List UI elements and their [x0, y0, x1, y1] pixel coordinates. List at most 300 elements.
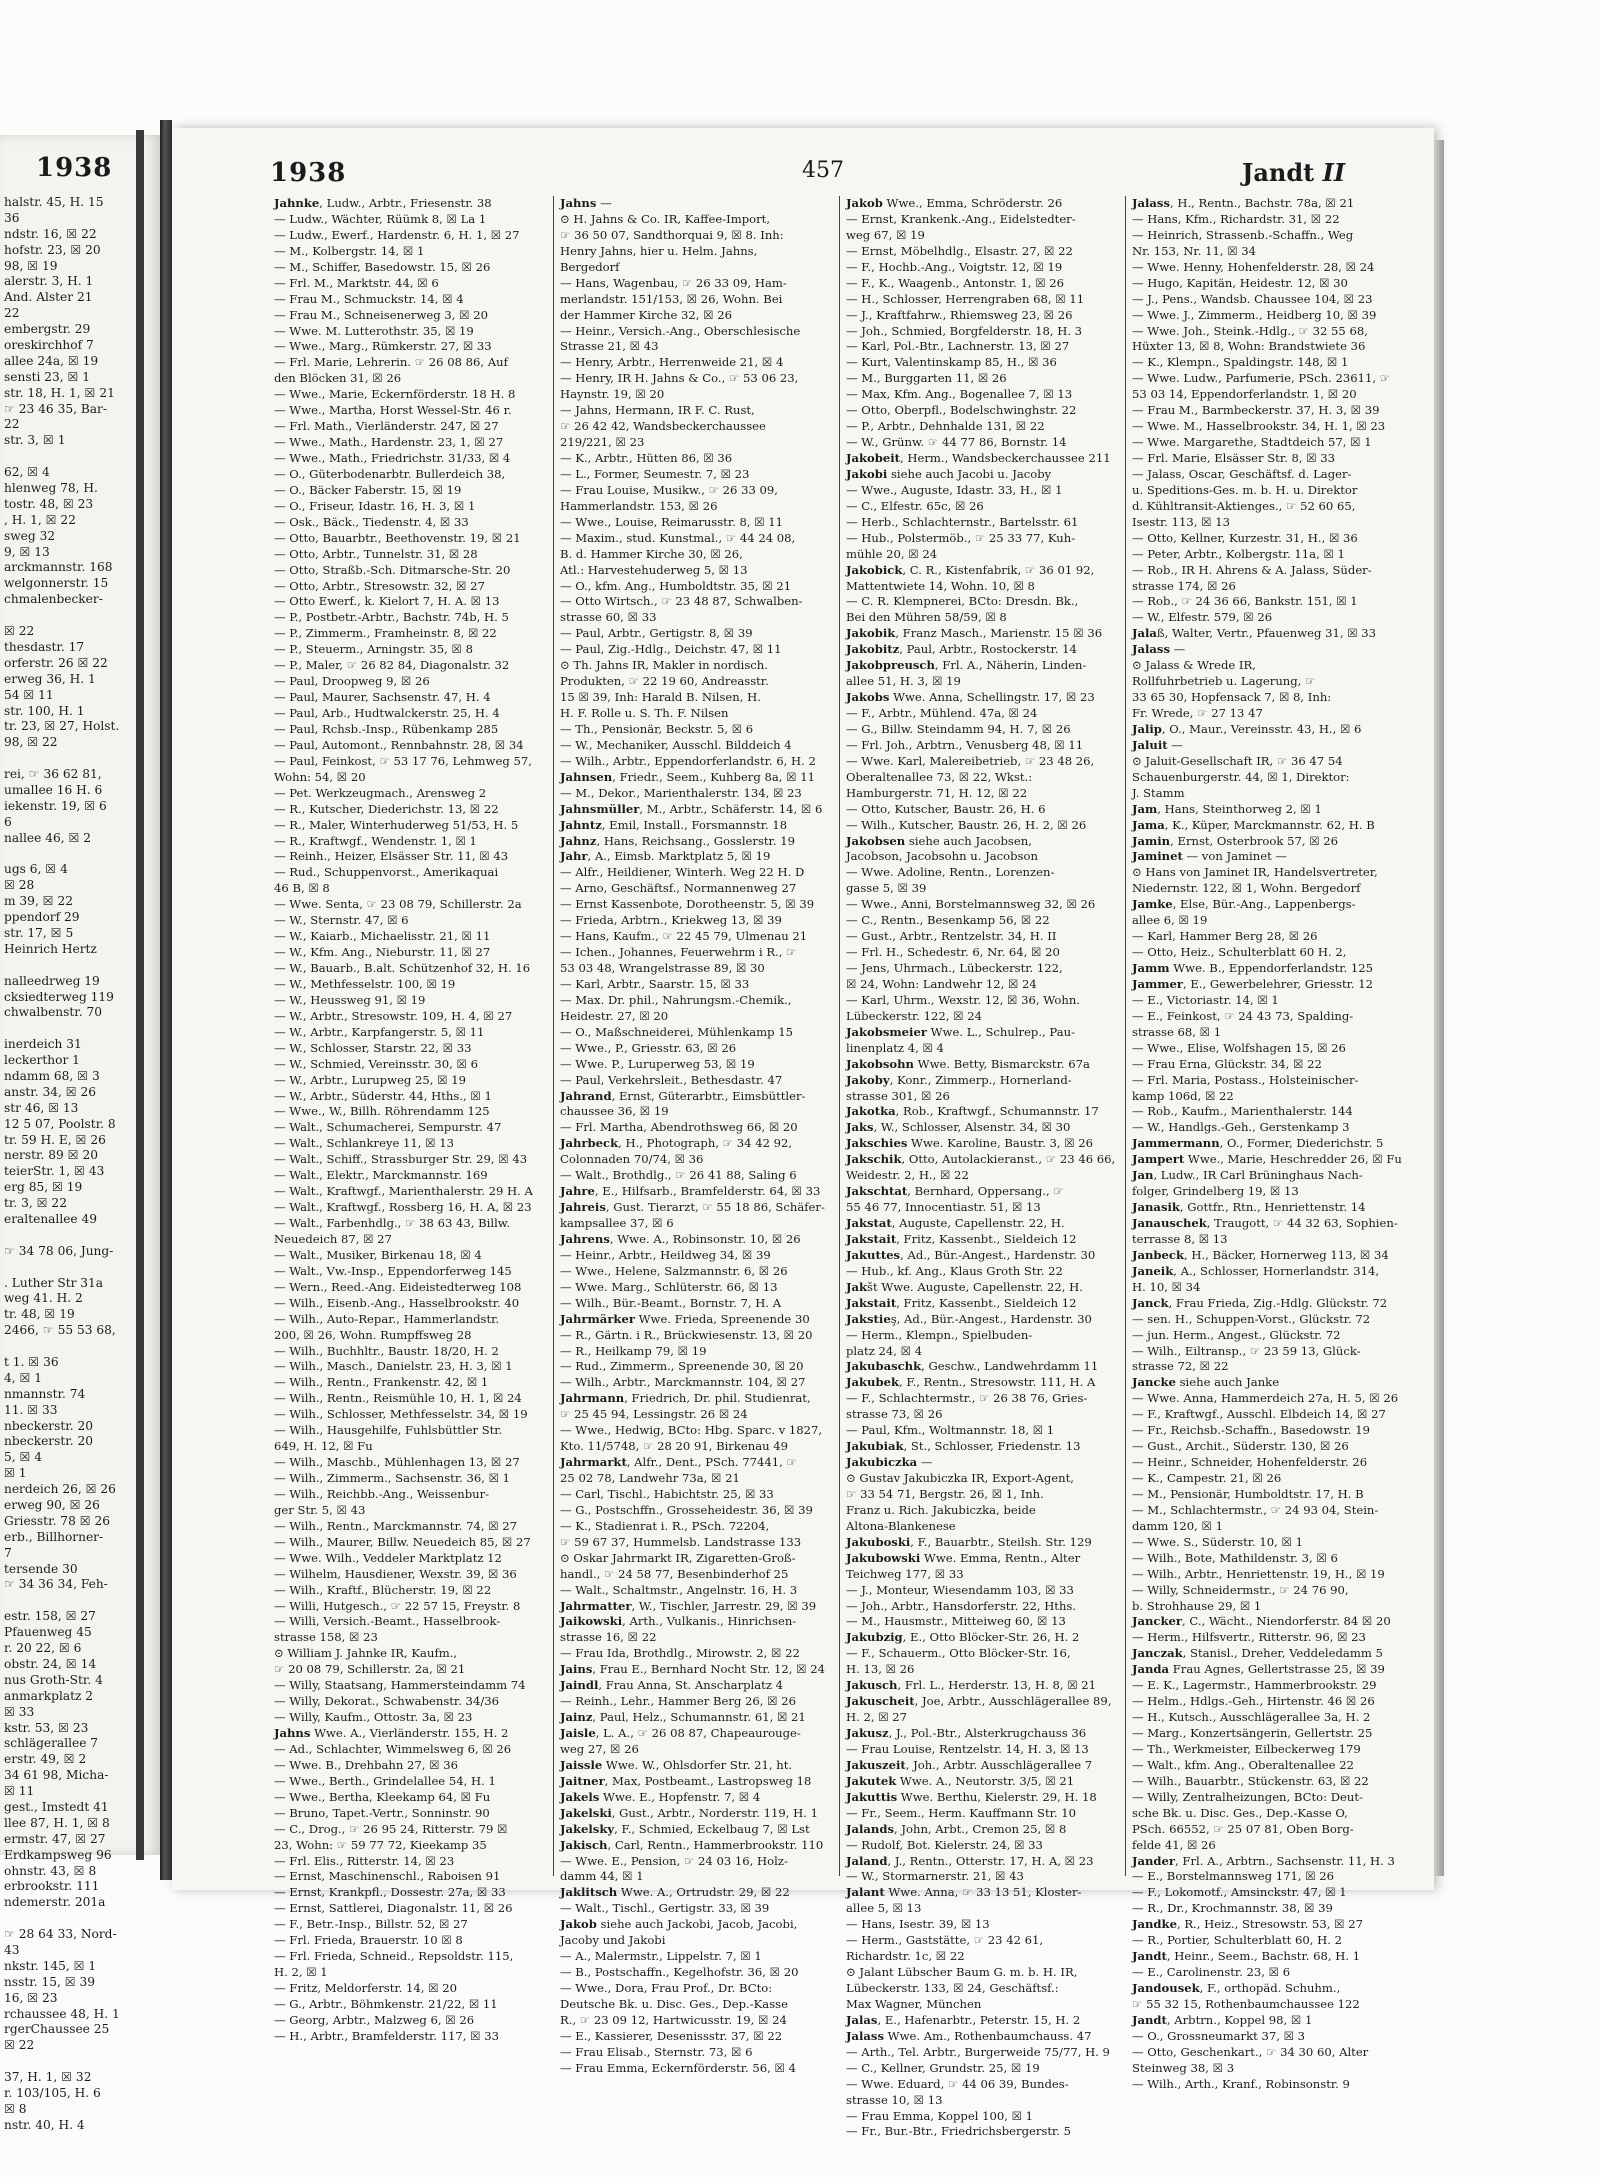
directory-entry-line: — Helm., Hdlgs.-Geh., Hirtenstr. 46 ☒ 26 — [1132, 1694, 1375, 1709]
directory-entry-line: — Arno, Geschäftsf., Normannenweg 27 — [560, 881, 797, 896]
directory-entry-line: Haynstr. 19, ☒ 20 — [560, 387, 665, 402]
column-rule — [1125, 196, 1126, 1876]
directory-entry-line: R., ☞ 23 09 12, Hartwicusstr. 19, ☒ 24 — [560, 2012, 787, 2027]
directory-entry-line: Jalant Wwe. Anna, ☞ 33 13 51, Kloster- — [846, 1885, 1082, 1900]
left-fragment-line: nmannstr. 74 — [4, 1386, 86, 1401]
directory-entry-line: Neuedeich 87, ☒ 27 — [274, 1231, 392, 1246]
directory-entry-line: — W., Stormarnerstr. 21, ☒ 43 — [846, 1869, 1024, 1884]
directory-entry-line: damm 44, ☒ 1 — [560, 1869, 644, 1884]
directory-entry-line: — G., Arbtr., Böhmkenstr. 21/22, ☒ 11 — [274, 1996, 498, 2011]
left-fragment-line: 62, ☒ 4 — [4, 465, 50, 480]
directory-entry-line: Lübeckerstr. 133, ☒ 24, Geschäftsf.: — [846, 1981, 1059, 1995]
directory-entry-line: Jander, Frl. A., Arbtrn., Sachsenstr. 11, H. 3 — [1132, 1853, 1395, 1868]
directory-entry-line: Jakuttes, Ad., Bür.-Angest., Hardenstr. 30 — [846, 1247, 1096, 1262]
directory-entry-line: — R., Kutscher, Diederichstr. 13, ☒ 22 — [274, 801, 499, 816]
directory-entry-line: — Wwe. B., Drehbahn 27, ☒ 36 — [274, 1757, 458, 1772]
left-fragment-line: str 46, ☒ 13 — [4, 1100, 79, 1115]
left-fragment-line: inerdeich 31 — [4, 1037, 82, 1052]
directory-entry-line: Janauschek, Traugott, ☞ 44 32 63, Sophien- — [1132, 1216, 1398, 1230]
directory-entry-line: — Wilh., Auto-Repar., Hammerlandstr. — [274, 1311, 500, 1326]
left-fragment-line: 34 61 98, Micha- — [4, 1768, 109, 1783]
running-head-name: Jandt — [1242, 158, 1315, 187]
directory-entry-line: ger Str. 5, ☒ 43 — [274, 1502, 366, 1517]
directory-entry-line: — L., Former, Seumestr. 7, ☒ 23 — [560, 466, 750, 481]
directory-entry-line: Jampert Wwe., Marie, Heschredder 26, ☒ Fu — [1132, 1152, 1402, 1167]
directory-entry-line: ☞ 59 67 37, Hummelsb. Landstrasse 133 — [560, 1534, 802, 1549]
left-fragment-line: erweg 90, ☒ 26 — [4, 1498, 100, 1513]
directory-entry-line: — Paul, Rchsb.-Insp., Rübenkamp 285 — [274, 721, 499, 736]
left-fragment-line: 37, H. 1, ☒ 32 — [4, 2070, 92, 2085]
directory-entry-line: Jaitner, Max, Postbeamt., Lastropsweg 18 — [560, 1773, 812, 1788]
directory-entry-line: — Gust., Archit., Süderstr. 130, ☒ 26 — [1132, 1439, 1349, 1454]
directory-entry-line: — Wilh., Bür.-Beamt., Bornstr. 7, H. A — [560, 1295, 782, 1310]
directory-entry-line: — E. K., Lagermstr., Hammerbrookstr. 29 — [1132, 1678, 1377, 1693]
directory-entry-line: — Wwe. P., Luruperweg 53, ☒ 19 — [560, 1056, 755, 1071]
directory-entry-line: Fr. Wrede, ☞ 27 13 47 — [1132, 706, 1263, 720]
directory-entry-line: strasse 158, ☒ 23 — [274, 1630, 378, 1645]
directory-entry-line: ☞ 25 45 94, Lessingstr. 26 ☒ 24 — [560, 1407, 748, 1422]
directory-entry-line: — Wilh., Masch., Danielstr. 23, H. 3, ☒ 1 — [274, 1359, 513, 1374]
directory-entry-line: — Wwe. J., Zimmerm., Heidberg 10, ☒ 39 — [1132, 307, 1377, 322]
directory-entry-line: — Wwe. Henny, Hohenfelderstr. 28, ☒ 24 — [1132, 259, 1375, 274]
directory-entry-line: — Wilh., Rentn., Marckmannstr. 74, ☒ 27 — [274, 1518, 518, 1533]
directory-entry-line: damm 120, ☒ 1 — [1132, 1518, 1223, 1533]
directory-entry-line: Jandousek, F., orthopäd. Schuhm., — [1132, 1981, 1341, 1995]
directory-entry-line: Colonnaden 70/74, ☒ 36 — [560, 1152, 704, 1167]
directory-entry-line: — W., Elfestr. 579, ☒ 26 — [1132, 610, 1273, 625]
directory-entry-line: terrasse 8, ☒ 13 — [1132, 1231, 1228, 1246]
left-fragment-line: ndemerstr. 201a — [4, 1895, 106, 1910]
directory-entry-line: ⊙ Jalant Lübscher Baum G. m. b. H. IR, — [846, 1965, 1078, 1980]
directory-entry-line: — Reinh., Heizer, Elsässer Str. 11, ☒ 43 — [274, 849, 509, 864]
directory-entry-line: — Otto, Geschenkart., ☞ 34 30 60, Alter — [1132, 2044, 1369, 2059]
directory-entry-line: — O., Friseur, Idastr. 16, H. 3, ☒ 1 — [274, 498, 476, 513]
left-fragment-line: 2466, ☞ 55 53 68, — [4, 1323, 116, 1338]
directory-entry-line: — Frau Elisab., Sternstr. 73, ☒ 6 — [560, 2044, 753, 2059]
directory-entry-line: — W., Arbtr., Süderstr. 44, Hths., ☒ 1 — [274, 1088, 492, 1103]
directory-entry-line: — Karl, Hammer Berg 28, ☒ 26 — [1132, 929, 1318, 944]
directory-entry-line: — O., Maßschneiderei, Mühlenkamp 15 — [560, 1024, 794, 1039]
directory-entry-line: strasse 301, ☒ 26 — [846, 1088, 950, 1103]
directory-entry-line: Jandt, Heinr., Seem., Bachstr. 68, H. 1 — [1132, 1949, 1361, 1964]
directory-entry-line: Jamin, Ernst, Osterbrook 57, ☒ 26 — [1132, 833, 1339, 848]
directory-entry-line: Jakelsky, F., Schmied, Eckelbaug 7, ☒ Lst — [560, 1821, 810, 1836]
left-fragment-line: chmalenbecker- — [4, 592, 103, 607]
left-fragment-line: nbeckerstr. 20 — [4, 1418, 94, 1433]
directory-entry-line: — Walt., Kraftwgf., Rossberg 16, H. A, ☒ 23 — [274, 1200, 532, 1215]
directory-entry-line: — Frau Louise, Rentzelstr. 14, H. 3, ☒ 13 — [846, 1741, 1089, 1756]
directory-entry-line: — Herb., Schlachternstr., Bartelsstr. 61 — [846, 514, 1079, 529]
directory-entry-line: — Wilh., Hausgehilfe, Fuhlsbüttler Str. — [274, 1423, 503, 1438]
directory-entry-line: — Ernst Kassenbote, Dorotheenstr. 5, ☒ 39 — [560, 897, 815, 912]
directory-entry-line: kampsallee 37, ☒ 6 — [560, 1216, 674, 1230]
directory-entry-line: Rollfuhrbetrieb u. Lagerung, ☞ — [1132, 674, 1316, 689]
directory-entry-line: Jakstait, Fritz, Kassenbt., Sieldeich 12 — [846, 1295, 1077, 1310]
directory-entry-line: — Heinr., Versich.-Ang., Oberschlesische — [560, 323, 801, 338]
left-fragment-line: nstr. 40, H. 4 — [4, 2117, 85, 2132]
directory-entry-line: — Otto Wirtsch., ☞ 23 48 87, Schwalben- — [560, 594, 803, 609]
left-fragment-line: 16, ☒ 23 — [4, 1990, 58, 2005]
directory-entry-line: — R., Heilkamp 79, ☒ 19 — [560, 1343, 707, 1358]
directory-entry-line: Jakobpreusch, Frl. A., Näherin, Linden- — [846, 658, 1087, 673]
left-fragment-line: anstr. 34, ☒ 26 — [4, 1084, 97, 1099]
directory-entry-line: — Kurt, Valentinskamp 85, H., ☒ 36 — [846, 355, 1057, 370]
directory-entry-line: — Frl. Maria, Postass., Holsteinischer- — [1132, 1072, 1359, 1087]
left-fragment-line: erg 85, ☒ 19 — [4, 1180, 83, 1195]
directory-entry-line: — Wwe. M. Lutterothstr. 35, ☒ 19 — [274, 323, 474, 338]
left-fragment-line: teierStr. 1, ☒ 43 — [4, 1164, 105, 1179]
directory-entry-line: — M., Burggarten 11, ☒ 26 — [846, 371, 1007, 386]
directory-entry-line: ☞ 33 54 71, Bergstr. 26, ☒ 1, Inh. — [846, 1486, 1044, 1501]
directory-entry-line: — A., Malermstr., Lippelstr. 7, ☒ 1 — [560, 1949, 762, 1964]
left-fragment-line: erb., Billhorner- — [4, 1529, 104, 1544]
left-fragment-line: ☒ 22 — [4, 624, 35, 639]
directory-entry-line: strasse 16, ☒ 22 — [560, 1630, 657, 1645]
directory-entry-line: weg 67, ☒ 19 — [846, 227, 925, 242]
directory-entry-line: Jahnsmüller, M., Arbtr., Schäferstr. 14, ☒ 6 — [560, 801, 823, 816]
left-fragment-line: ☒ 28 — [4, 878, 35, 893]
directory-entry-line: — Otto, Straßb.-Sch. Ditmarsche-Str. 20 — [274, 562, 511, 577]
directory-entry-line: — Paul, Droopweg 9, ☒ 26 — [274, 674, 430, 689]
directory-entry-line: — Ernst, Maschinenschl., Raboisen 91 — [274, 1869, 501, 1884]
directory-entry-line: — Otto, Bauarbtr., Beethovenstr. 19, ☒ 21 — [274, 530, 521, 545]
left-fragment-line: nus Groth-Str. 4 — [4, 1672, 103, 1687]
directory-entry-line: — Wwe., Math., Friedrichstr. 31/33, ☒ 4 — [274, 451, 511, 465]
directory-entry-line: — Otto Ewerf., k. Kielort 7, H. A. ☒ 13 — [274, 594, 500, 609]
directory-entry-line: Jalass, H., Rentn., Bachstr. 78a, ☒ 21 — [1132, 196, 1355, 210]
directory-entry-line: Hüxter 13, ☒ 8, Wohn: Brandstwiete 36 — [1132, 339, 1366, 354]
directory-entry-line: — Hans, Kaufm., ☞ 22 45 79, Ulmenau 21 — [560, 929, 808, 944]
directory-entry-line: Jakotka, Rob., Kraftwgf., Schumannstr. 17 — [846, 1104, 1099, 1119]
directory-entry-line: — W., Kaiarb., Michaelisstr. 21, ☒ 11 — [274, 929, 491, 944]
left-fragment-line: nsstr. 15, ☒ 39 — [4, 1974, 96, 1989]
directory-entry-line: strasse 73, ☒ 26 — [846, 1407, 943, 1422]
directory-entry-line: — Rob., ☞ 24 36 66, Bankstr. 151, ☒ 1 — [1132, 594, 1358, 609]
directory-entry-line: 55 46 77, Innocentiastr. 51, ☒ 13 — [846, 1200, 1041, 1215]
directory-entry-line: — C., Elfestr. 65c, ☒ 26 — [846, 498, 984, 513]
directory-entry-line: ☞ 20 08 79, Schillerstr. 2a, ☒ 21 — [274, 1662, 466, 1677]
directory-entry-line: Franz u. Rich. Jakubiczka, beide — [846, 1502, 1036, 1517]
directory-entry-line: 200, ☒ 26, Wohn. Rumpffsweg 28 — [274, 1327, 472, 1342]
directory-entry-line: — K., Arbtr., Hütten 86, ☒ 36 — [560, 451, 733, 465]
directory-entry-line: J. Stamm — [1132, 785, 1185, 800]
directory-entry-line: Jahre, E., Hilfsarb., Bramfelderstr. 64, ☒ 33 — [560, 1184, 821, 1199]
directory-entry-line: — W., Bauarb., B.alt. Schützenhof 32, H. 16 — [274, 961, 531, 975]
directory-entry-line: Jaissle Wwe. W., Ohlsdorfer Str. 21, ht. — [560, 1757, 793, 1772]
directory-entry-line: — F., K., Waagenb., Antonstr. 1, ☒ 26 — [846, 275, 1065, 290]
directory-entry-line: — Herm., Gaststätte, ☞ 23 42 61, — [846, 1933, 1044, 1948]
directory-entry-line: Jakstat, Auguste, Capellenstr. 22, H. — [846, 1216, 1065, 1230]
left-fragment-line: ☞ 34 36 34, Feh- — [4, 1577, 108, 1592]
column-1 — [274, 196, 544, 2043]
directory-entry-line: — Hugo, Kapitän, Heidestr. 12, ☒ 30 — [1132, 275, 1348, 290]
directory-entry-line: — Jahns, Hermann, IR F. C. Rust, — [560, 403, 755, 418]
directory-entry-line: — Wilh., Rentn., Frankenstr. 42, ☒ 1 — [274, 1375, 489, 1390]
directory-entry-line: — W., Schlosser, Starstr. 22, ☒ 33 — [274, 1040, 472, 1055]
directory-entry-line: Jahrmärker Wwe. Frieda, Spreenende 30 — [560, 1311, 810, 1326]
directory-entry-line: ⊙ Gustav Jakubiczka IR, Export-Agent, — [846, 1471, 1074, 1485]
left-fragment-line: ☒ 8 — [4, 2101, 27, 2116]
left-fragment-line: tr. 48, ☒ 19 — [4, 1307, 75, 1322]
directory-entry-line: — Walt., Schiff., Strassburger Str. 29, ☒ 43 — [274, 1152, 528, 1167]
directory-entry-line: Jalass Wwe. Am., Rothenbaumchauss. 47 — [846, 2028, 1092, 2043]
directory-entry-line: allee 6, ☒ 19 — [1132, 913, 1208, 928]
directory-entry-line: — Paul, Arb., Hudtwalckerstr. 25, H. 4 — [274, 706, 500, 720]
directory-entry-line: Max Wagner, München — [846, 1996, 982, 2011]
directory-entry-line: — Wilh., Buchhltr., Baustr. 18/20, H. 2 — [274, 1343, 499, 1358]
directory-entry-line: — E., Carolinenstr. 23, ☒ 6 — [1132, 1965, 1291, 1980]
left-fragment-line: oreskirchhof 7 — [4, 338, 94, 353]
directory-entry-line: 46 B, ☒ 8 — [274, 881, 330, 896]
directory-entry-line: Jaminet — von Jaminet — — [1132, 849, 1288, 864]
directory-entry-line: — Ichen., Johannes, Feuerwehrm i R., ☞ — [560, 945, 797, 960]
directory-entry-line: — Walt., Brothdlg., ☞ 26 41 88, Saling 6 — [560, 1168, 797, 1183]
directory-entry-line: — Max. Dr. phil., Nahrungsm.-Chemik., — [560, 992, 792, 1007]
left-fragment-line: weg 41. H. 2 — [4, 1291, 83, 1306]
directory-entry-line: Janda Frau Agnes, Gellertstrasse 25, ☒ 39 — [1132, 1662, 1385, 1677]
directory-entry-line: Jakuboski, F., Bauarbtr., Steilsh. Str. 129 — [846, 1534, 1092, 1549]
left-fragment-line: obstr. 24, ☒ 14 — [4, 1656, 97, 1671]
left-fragment-line: rchaussee 48, H. 1 — [4, 2006, 120, 2021]
directory-entry-line: — Wwe., Hedwig, BCto: Hbg. Sparc. v 1827, — [560, 1423, 823, 1438]
left-fragment-line: Heinrich Hertz — [4, 941, 97, 956]
left-fragment-line: umallee 16 H. 6 — [4, 782, 103, 797]
directory-entry-line: — Wilh., Arbtr., Henriettenstr. 19, H., ☒ 19 — [1132, 1566, 1385, 1581]
directory-entry-line: — R., Portier, Schulterblatt 60, H. 2 — [1132, 1933, 1342, 1948]
left-fragment-line: erweg 36, H. 1 — [4, 671, 96, 686]
left-fragment-line: ☞ 28 64 33, Nord- — [4, 1927, 117, 1942]
directory-entry-line: — Hans, Wagenbau, ☞ 26 33 09, Ham- — [560, 275, 787, 290]
directory-entry-line: — Wwe., Martha, Horst Wessel-Str. 46 r. — [274, 403, 512, 418]
left-fragment-line: ☒ 1 — [4, 1466, 27, 1481]
directory-entry-line: — O., Güterbodenarbtr. Bullerdeich 38, — [274, 466, 506, 481]
directory-entry-line: — Frl. Martha, Abendrothsweg 66, ☒ 20 — [560, 1120, 798, 1135]
directory-entry-line: ☞ 55 32 15, Rothenbaumchaussee 122 — [1132, 1996, 1360, 2011]
directory-entry-line: — P., Arbtr., Dehnhalde 131, ☒ 22 — [846, 419, 1045, 434]
directory-entry-line: — W., Sternstr. 47, ☒ 6 — [274, 913, 409, 928]
directory-entry-line: — Pet. Werkzeugmach., Arensweg 2 — [274, 785, 487, 800]
directory-entry-line: Jakschik, Otto, Autolackieranst., ☞ 23 46 66, — [846, 1152, 1116, 1167]
directory-entry-line: Jakobs Wwe. Anna, Schellingstr. 17, ☒ 23 — [846, 690, 1095, 705]
directory-entry-line: — Carl, Tischl., Habichtstr. 25, ☒ 33 — [560, 1486, 774, 1501]
directory-entry-line: — Herm., Hilfsvertr., Ritterstr. 96, ☒ 23 — [1132, 1630, 1366, 1645]
directory-entry-line: — C., Kellner, Grundstr. 25, ☒ 19 — [846, 2060, 1040, 2075]
directory-entry-line: Jahrand, Ernst, Güterarbtr., Eimsbüttler- — [560, 1088, 806, 1103]
directory-entry-line: — Wwe. E., Pension, ☞ 24 03 16, Holz- — [560, 1853, 788, 1868]
left-fragment-line: arckmannstr. 168 — [4, 560, 113, 575]
directory-entry-line: — F., Schlachtermstr., ☞ 26 38 76, Gries- — [846, 1391, 1088, 1406]
left-fragment-line: str. 100, H. 1 — [4, 703, 85, 718]
directory-entry-line: — J., Monteur, Wiesendamm 103, ☒ 33 — [846, 1582, 1074, 1597]
directory-entry-line: — Wwe., Auguste, Idastr. 33, H., ☒ 1 — [846, 482, 1063, 497]
directory-entry-line: — Walt., Musiker, Birkenau 18, ☒ 4 — [274, 1247, 482, 1262]
directory-entry-line: Jaland, J., Rentn., Otterstr. 17, H. A, ☒ 23 — [846, 1853, 1094, 1868]
directory-entry-line: — F., Hochb.-Ang., Voigtstr. 12, ☒ 19 — [846, 259, 1063, 274]
directory-entry-line: — F., Kraftwgf., Ausschl. Elbdeich 14, ☒ 27 — [1132, 1407, 1386, 1422]
left-fragment-line: ndstr. 16, ☒ 22 — [4, 226, 97, 241]
directory-entry-line: — Jalass, Oscar, Geschäftsf. d. Lager- — [1132, 466, 1352, 481]
directory-entry-line: — E., Victoriastr. 14, ☒ 1 — [1132, 992, 1279, 1007]
directory-entry-line: Jains, Frau E., Bernhard Nocht Str. 12, ☒ 24 — [560, 1662, 825, 1677]
directory-entry-line: H. 2, ☒ 27 — [846, 1710, 908, 1725]
directory-entry-line: ☞ 36 50 07, Sandthorquai 9, ☒ 8. Inh: — [560, 227, 784, 242]
directory-entry-line: Jakobi siehe auch Jacobi u. Jacoby — [846, 466, 1052, 481]
directory-entry-line: — Karl, Pol.-Btr., Lachnerstr. 13, ☒ 27 — [846, 339, 1070, 354]
directory-entry-line: Altona-Blankenese — [846, 1518, 956, 1533]
directory-entry-line: H. 10, ☒ 34 — [1132, 1279, 1201, 1294]
left-fragment-line: kstr. 53, ☒ 23 — [4, 1720, 89, 1735]
directory-entry-line: — Arth., Tel. Arbtr., Burgerweide 75/77, H. 9 — [846, 2044, 1110, 2059]
directory-entry-line: — Joh., Schmied, Borgfelderstr. 18, H. 3 — [846, 323, 1083, 338]
directory-entry-line: — F., Schauerm., Otto Blöcker-Str. 16, — [846, 1646, 1071, 1661]
left-fragment-line: thesdastr. 17 — [4, 639, 85, 654]
left-fragment-line: 98, ☒ 22 — [4, 735, 58, 750]
directory-entry-line: Jakob Wwe., Emma, Schröderstr. 26 — [846, 196, 1063, 210]
directory-entry-line: — Paul, Verkehrsleit., Bethesdastr. 47 — [560, 1072, 783, 1087]
left-fragment-line: 6 — [4, 814, 12, 829]
directory-entry-line: Jahrens, Wwe. A., Robinsonstr. 10, ☒ 26 — [560, 1231, 801, 1246]
directory-entry-line: — Frl. Marie, Elsässer Str. 8, ☒ 33 — [1132, 451, 1336, 465]
directory-entry-line: platz 24, ☒ 4 — [846, 1343, 923, 1358]
directory-entry-line: Jakoby, Konr., Zimmerp., Hornerland- — [846, 1072, 1072, 1087]
directory-entry-line: — Frau Louise, Musikw., ☞ 26 33 09, — [560, 482, 778, 497]
directory-entry-line: — Otto, Oberpfl., Bodelschwinghstr. 22 — [846, 403, 1077, 418]
directory-entry-line: — Hub., Polstermöb., ☞ 25 33 77, Kuh- — [846, 530, 1076, 545]
directory-entry-line: — Karl, Uhrm., Wexstr. 12, ☒ 36, Wohn. — [846, 992, 1080, 1007]
directory-entry-line: — W., Kfm. Ang., Nieburstr. 11, ☒ 27 — [274, 945, 491, 960]
directory-entry-line: — Wwe. Ludw., Parfumerie, PSch. 23611, ☞ — [1132, 371, 1391, 386]
left-fragment-line: llee 87, H. 1, ☒ 8 — [4, 1815, 110, 1830]
directory-entry-line: Jakubaschk, Geschw., Landwehrdamm 11 — [846, 1359, 1099, 1374]
directory-entry-line: — Wwe., Elise, Wolfshagen 15, ☒ 26 — [1132, 1040, 1346, 1055]
directory-entry-line: — C., Rentn., Besenkamp 56, ☒ 22 — [846, 913, 1050, 928]
directory-entry-line: — Wwe., Anni, Borstelmannsweg 32, ☒ 26 — [846, 897, 1096, 912]
left-fragment-line: tostr. 48, ☒ 23 — [4, 496, 94, 511]
directory-entry-line: — K., Klempn., Spaldingstr. 148, ☒ 1 — [1132, 355, 1349, 370]
directory-entry-line: Jakuttis Wwe. Berthu, Kielerstr. 29, H. 18 — [846, 1789, 1097, 1804]
directory-entry-line: — Wwe. M., Hasselbrookstr. 34, H. 1, ☒ 23 — [1132, 419, 1386, 434]
directory-entry-line: kamp 106d, ☒ 22 — [1132, 1088, 1234, 1103]
directory-entry-line: Weidestr. 2, H., ☒ 22 — [846, 1168, 969, 1183]
directory-entry-line: — Paul, Kfm., Woltmannstr. 18, ☒ 1 — [846, 1423, 1055, 1438]
directory-entry-line: Jainz, Paul, Helz., Schumannstr. 61, ☒ 21 — [560, 1710, 806, 1725]
directory-entry-line: Jahrmann, Friedrich, Dr. phil. Studienrat, — [560, 1391, 811, 1406]
left-fragment-line: 22 — [4, 306, 20, 321]
directory-entry-line: — Joh., Arbtr., Hansdorferstr. 22, Hths. — [846, 1598, 1077, 1613]
directory-entry-line: chaussee 36, ☒ 19 — [560, 1104, 669, 1119]
directory-entry-line: — Frau Emma, Koppel 100, ☒ 1 — [846, 2108, 1034, 2123]
directory-entry-line: Jam, Hans, Steinthorweg 2, ☒ 1 — [1132, 801, 1322, 816]
directory-entry-line: Jakobik, Franz Masch., Marienstr. 15 ☒ 36 — [846, 626, 1103, 641]
directory-entry-line: 53 03 48, Wrangelstrasse 89, ☒ 30 — [560, 961, 765, 975]
directory-entry-line: — Wwe. S., Süderstr. 10, ☒ 1 — [1132, 1534, 1303, 1549]
directory-entry-line: — Wilh., Eiltransp., ☞ 23 59 13, Glück- — [1132, 1343, 1361, 1358]
directory-entry-line: — Heinr., Schneider, Hohenfelderstr. 26 — [1132, 1455, 1368, 1470]
directory-entry-line: — Willy, Staatsang, Hammersteindamm 74 — [274, 1678, 526, 1693]
directory-entry-line: strasse 10, ☒ 13 — [846, 2092, 943, 2107]
directory-entry-line: — Frl. Frieda, Brauerstr. 10 ☒ 8 — [274, 1933, 463, 1948]
left-fragment-line: ☞ 34 78 06, Jung- — [4, 1243, 114, 1258]
directory-entry-line: — Frau Erna, Glückstr. 34, ☒ 22 — [1132, 1056, 1322, 1071]
directory-entry-line: — C. R. Klempnerei, BCto: Dresdn. Bk., — [846, 594, 1079, 609]
directory-entry-line: 15 ☒ 39, Inh: Harald B. Nilsen, H. — [560, 690, 761, 705]
left-fragment-line: 9, ☒ 13 — [4, 544, 50, 559]
directory-entry-line: Bei den Mühren 58/59, ☒ 8 — [846, 610, 1007, 625]
directory-entry-line: Niedernstr. 122, ☒ 1, Wohn. Bergedorf — [1132, 881, 1361, 896]
left-fragment-line: ☞ 23 46 35, Bar- — [4, 401, 107, 416]
left-fragment-line: 4, ☒ 1 — [4, 1370, 43, 1385]
directory-entry-line: ⊙ Oskar Jahrmarkt IR, Zigaretten-Groß- — [560, 1550, 796, 1565]
directory-entry-line: — Wilh., Arbtr., Marckmannstr. 104, ☒ 27 — [560, 1375, 806, 1390]
directory-entry-line: ⊙ Jaluit-Gesellschaft IR, ☞ 36 47 54 — [1132, 753, 1343, 768]
directory-entry-line: — J., Kraftfahrw., Rhiemsweg 23, ☒ 26 — [846, 307, 1073, 322]
directory-entry-line: Jama, K., Küper, Marckmannstr. 62, H. B — [1132, 817, 1375, 832]
left-fragment-line: nallee 46, ☒ 2 — [4, 830, 92, 845]
directory-entry-line: — Frl. M., Marktstr. 44, ☒ 6 — [274, 275, 439, 290]
left-fragment-line: 7 — [4, 1545, 12, 1560]
directory-entry-line: — Frl. Elis., Ritterstr. 14, ☒ 23 — [274, 1853, 455, 1868]
directory-entry-line: Jalip, O., Maur., Vereinsstr. 43, H., ☒ 6 — [1132, 721, 1362, 736]
directory-entry-line: — Wwe., Marie, Eckernförderstr. 18 H. 8 — [274, 387, 516, 402]
directory-entry-line: Henry Jahns, hier u. Helm. Jahns, — [560, 243, 758, 258]
directory-entry-line: Jakutek Wwe. A., Neutorstr. 3/5, ☒ 21 — [846, 1773, 1075, 1788]
directory-entry-line: — Ludw., Ewerf., Hardenstr. 6, H. 1, ☒ 27 — [274, 227, 520, 242]
directory-entry-line: Mattentwiete 14, Wohn. 10, ☒ 8 — [846, 578, 1035, 593]
directory-entry-line: — E., Borstelmannsweg 171, ☒ 26 — [1132, 1869, 1335, 1884]
directory-entry-line: Jakschies Wwe. Karoline, Baustr. 3, ☒ 26 — [846, 1136, 1094, 1151]
directory-entry-line: Jakob siehe auch Jackobi, Jacob, Jacobi, — [560, 1917, 798, 1932]
directory-entry-line: — Paul, Maurer, Sachsenstr. 47, H. 4 — [274, 690, 491, 705]
directory-entry-line: Kto. 11/5748, ☞ 28 20 91, Birkenau 49 — [560, 1439, 789, 1454]
directory-entry-line: Jaluit — — [1132, 737, 1183, 752]
directory-entry-line: — Bruno, Tapet.-Vertr., Sonninstr. 90 — [274, 1805, 490, 1820]
directory-entry-line: — Rob., Kaufm., Marienthalerstr. 144 — [1132, 1104, 1353, 1119]
directory-entry-line: handl., ☞ 24 58 77, Besenbinderhof 25 — [560, 1566, 789, 1581]
left-fragment-line: embergstr. 29 — [4, 322, 91, 337]
directory-entry-line: — Wilh., Reichbb.-Ang., Weissenbur- — [274, 1486, 490, 1501]
directory-entry-line: Jakstait, Fritz, Kassenbt., Sieldeich 12 — [846, 1231, 1077, 1246]
left-fragment-line: nerstr. 89 ☒ 20 — [4, 1148, 98, 1163]
directory-entry-line: Janasik, Gottfr., Rtn., Henriettenstr. 14 — [1132, 1200, 1366, 1215]
directory-entry-line: strasse 72, ☒ 22 — [1132, 1359, 1229, 1374]
directory-entry-line: — R., Dr., Krochmannstr. 38, ☒ 39 — [1132, 1901, 1333, 1916]
directory-entry-line: — Wwe., Berth., Grindelallee 54, H. 1 — [274, 1773, 496, 1788]
directory-entry-line: — Willi, Hutgesch., ☞ 22 57 15, Freystr. 8 — [274, 1598, 521, 1613]
directory-entry-line: — jun. Herm., Angest., Glückstr. 72 — [1132, 1327, 1341, 1342]
directory-entry-line: 25 02 78, Landwehr 73a, ☒ 21 — [560, 1471, 740, 1485]
left-page-year: 1938 — [36, 153, 113, 183]
running-head-roman: II — [1322, 158, 1346, 187]
directory-entry-line: H. 2, ☒ 1 — [274, 1965, 328, 1980]
directory-entry-line: — Wwe., Bertha, Kleekamp 64, ☒ Fu — [274, 1789, 491, 1804]
directory-entry-line: Jaindl, Frau Anna, St. Anscharplatz 4 — [560, 1678, 784, 1693]
running-head — [1242, 158, 1345, 187]
directory-entry-line: Nr. 153, Nr. 11, ☒ 34 — [1132, 243, 1257, 258]
directory-entry-line: B. d. Hammer Kirche 30, ☒ 26, — [560, 546, 743, 561]
directory-entry-line: — Wilh., Bauarbtr., Stückenstr. 63, ☒ 22 — [1132, 1773, 1369, 1788]
directory-entry-line: — J., Pens., Wandsb. Chaussee 104, ☒ 23 — [1132, 291, 1373, 306]
directory-entry-line: — Wilh., Maschb., Mühlenhagen 13, ☒ 27 — [274, 1455, 520, 1470]
directory-entry-line: — Walt., Tischl., Gertigstr. 33, ☒ 39 — [560, 1901, 770, 1916]
directory-entry-line: — Peter, Arbtr., Kolbergstr. 11a, ☒ 1 — [1132, 546, 1345, 561]
directory-entry-line: d. Kühltransit-Aktienges., ☞ 52 60 65, — [1132, 498, 1356, 513]
directory-entry-line: — M., Pensionär, Humboldtstr. 17, H. B — [1132, 1486, 1364, 1501]
directory-entry-line: — Walt., Vw.-Insp., Eppendorferweg 145 — [274, 1263, 512, 1278]
directory-entry-line: — Wwe., Louise, Reimarusstr. 8, ☒ 11 — [560, 514, 784, 529]
directory-entry-line: Atl.: Harvestehuderweg 5, ☒ 13 — [560, 562, 748, 577]
left-fragment-line — [4, 1911, 164, 1927]
directory-entry-line: Produkten, ☞ 22 19 60, Andreasstr. — [560, 674, 769, 689]
